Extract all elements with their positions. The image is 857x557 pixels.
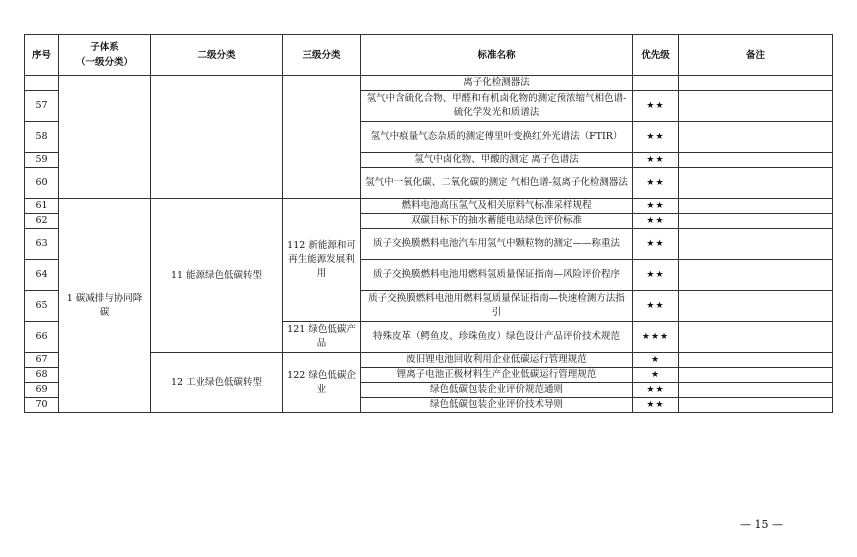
priority-cell: ★★ xyxy=(633,229,679,260)
standard-name-cell: 特殊皮革（鳄鱼皮、珍珠鱼皮）绿色设计产品评价技术规范 xyxy=(361,322,633,353)
remark-cell xyxy=(679,322,833,353)
page-number: — 15 — xyxy=(740,518,783,531)
seq-cell: 62 xyxy=(25,214,59,229)
remark-cell xyxy=(679,229,833,260)
remark-cell xyxy=(679,153,833,168)
level3-cell-122: 122 绿色低碳企业 xyxy=(283,353,361,413)
seq-cell: 63 xyxy=(25,229,59,260)
remark-cell xyxy=(679,91,833,122)
header-name: 标准名称 xyxy=(361,35,633,76)
level3-cell-continued xyxy=(283,76,361,199)
table-row xyxy=(25,76,833,91)
priority-cell: ★ xyxy=(633,353,679,368)
priority-cell: ★★ xyxy=(633,153,679,168)
level2-cell-12: 12 工业绿色低碳转型 xyxy=(151,353,283,413)
seq-cell: 66 xyxy=(25,322,59,353)
priority-cell: ★★ xyxy=(633,291,679,322)
priority-cell: ★★ xyxy=(633,398,679,413)
header-level2: 二级分类 xyxy=(151,35,283,76)
remark-cell xyxy=(679,122,833,153)
standard-name-cell: 离子化检测器法 xyxy=(361,76,633,91)
priority-cell: ★★ xyxy=(633,122,679,153)
standard-name-cell: 质子交换膜燃料电池用燃料氢质量保证指南—快速检测方法指引 xyxy=(361,291,633,322)
priority-cell: ★★ xyxy=(633,168,679,199)
remark-cell xyxy=(679,214,833,229)
priority-cell: ★★ xyxy=(633,214,679,229)
table-header-row xyxy=(25,35,833,76)
seq-cell: 65 xyxy=(25,291,59,322)
header-sub-system xyxy=(59,35,151,76)
standard-name-cell: 燃料电池高压氢气及相关原料气标准采样规程 xyxy=(361,199,633,214)
standard-name-cell: 绿色低碳包装企业评价技术导则 xyxy=(361,398,633,413)
level2-cell-11: 11 能源绿色低碳转型 xyxy=(151,199,283,353)
header-level3: 三级分类 xyxy=(283,35,361,76)
level3-cell-112: 112 新能源和可再生能源发展利用 xyxy=(283,199,361,322)
remark-cell xyxy=(679,76,833,91)
sub-system-cell-continued xyxy=(59,76,151,199)
remark-cell xyxy=(679,199,833,214)
standards-table xyxy=(24,34,833,413)
priority-cell: ★★ xyxy=(633,383,679,398)
seq-cell: 59 xyxy=(25,153,59,168)
seq-cell: 69 xyxy=(25,383,59,398)
remark-cell xyxy=(679,168,833,199)
standard-name-cell: 质子交换膜燃料电池汽车用氢气中颗粒物的测定——称重法 xyxy=(361,229,633,260)
remark-cell xyxy=(679,260,833,291)
priority-cell: ★★ xyxy=(633,199,679,214)
standard-name-cell: 绿色低碳包装企业评价规范通则 xyxy=(361,383,633,398)
table-row xyxy=(25,199,833,214)
seq-cell: 57 xyxy=(25,91,59,122)
seq-cell: 60 xyxy=(25,168,59,199)
sub-system-cell: 1 碳减排与协同降碳 xyxy=(59,199,151,413)
seq-cell: 70 xyxy=(25,398,59,413)
remark-cell xyxy=(679,291,833,322)
priority-cell: ★★ xyxy=(633,91,679,122)
seq-cell: 64 xyxy=(25,260,59,291)
priority-cell: ★ xyxy=(633,368,679,383)
level2-cell-continued xyxy=(151,76,283,199)
remark-cell xyxy=(679,368,833,383)
header-sub-system-label: 子体系 xyxy=(90,42,119,53)
seq-cell: 67 xyxy=(25,353,59,368)
standard-name-cell: 氢气中卤化物、甲酸的测定 离子色谱法 xyxy=(361,153,633,168)
remark-cell xyxy=(679,383,833,398)
remark-cell xyxy=(679,398,833,413)
header-sub-system-note: （一级分类） xyxy=(75,57,133,68)
priority-cell xyxy=(633,76,679,91)
standard-name-cell: 氢气中含硫化合物、甲醛和有机卤化物的测定预浓缩气相色谱-硫化学发光和质谱法 xyxy=(361,91,633,122)
priority-cell: ★★ xyxy=(633,260,679,291)
header-seq: 序号 xyxy=(25,35,59,76)
seq-cell: 61 xyxy=(25,199,59,214)
header-remark: 备注 xyxy=(679,35,833,76)
standard-name-cell: 氢气中一氧化碳、二氧化碳的测定 气相色谱-氦离子化检测器法 xyxy=(361,168,633,199)
standard-name-cell: 氢气中痕量气态杂质的测定傅里叶变换红外光谱法（FTIR） xyxy=(361,122,633,153)
standard-name-cell: 废旧锂电池回收利用企业低碳运行管理规范 xyxy=(361,353,633,368)
level3-cell-121: 121 绿色低碳产品 xyxy=(283,322,361,353)
seq-cell: 68 xyxy=(25,368,59,383)
priority-cell: ★★★ xyxy=(633,322,679,353)
remark-cell xyxy=(679,353,833,368)
header-priority: 优先级 xyxy=(633,35,679,76)
seq-cell: 58 xyxy=(25,122,59,153)
seq-cell xyxy=(25,76,59,91)
standard-name-cell: 质子交换膜燃料电池用燃料氢质量保证指南—风险评价程序 xyxy=(361,260,633,291)
standard-name-cell: 双碳目标下的抽水蓄能电站绿色评价标准 xyxy=(361,214,633,229)
standard-name-cell: 锂离子电池正极材料生产企业低碳运行管理规范 xyxy=(361,368,633,383)
